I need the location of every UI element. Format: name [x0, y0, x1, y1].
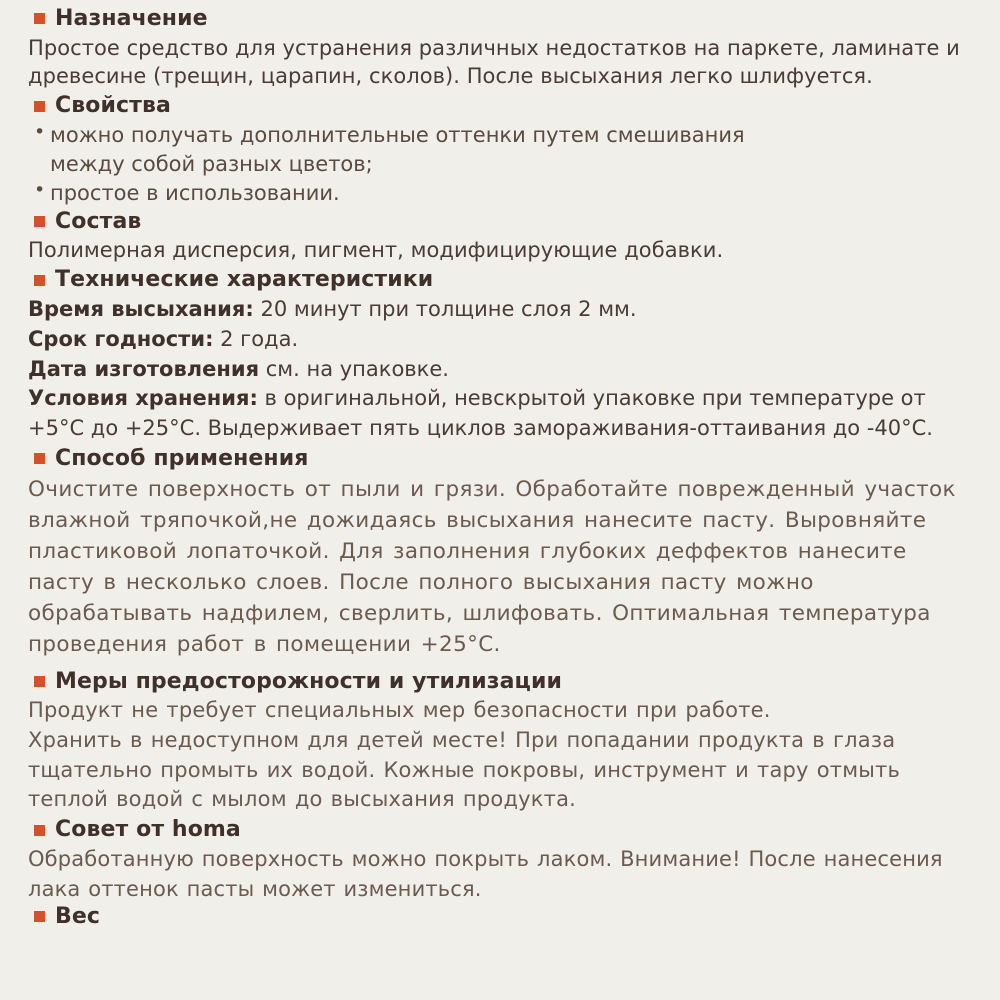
- section-header-safety: [28, 668, 974, 696]
- purpose-text: Простое средство для устранения различных недостатков на паркете, ламинате и древесине (трещин, царапин, сколов). После высыхания легко шлифуется.: [28, 35, 960, 89]
- spec-row-drying-time: [28, 295, 974, 325]
- section-title: Технические характеристики: [55, 267, 434, 293]
- section-header-composition: [28, 208, 974, 236]
- section-title: Состав: [55, 208, 142, 234]
- properties-list-continuation: между собой разных цветов;: [50, 152, 373, 177]
- spec-value: см. на упаковке.: [259, 356, 449, 381]
- spec-row-manufacture-date: [28, 355, 974, 385]
- spec-value: 2 года.: [213, 326, 299, 351]
- spec-label: Дата изготовления: [28, 356, 260, 381]
- square-bullet-icon: [34, 101, 45, 112]
- section-header-weight: [28, 905, 974, 927]
- spec-value: 20 минут при толщине слоя 2 мм.: [253, 296, 637, 321]
- usage-text: Очистите поверхность от пыли и грязи. Обработайте поврежденный участок влажной тряпочкой,не дожидаясь высыхания нанесите пасту. Выровняйте пластиковой лопаточкой. Для заполнения глубоких деффектов нанесите пасту в несколько слоев. После полного высыхания пасту можно обрабатывать надфилем, сверлить, шлифовать. Оптимальная температура проведения работ в помещении +25°C.: [28, 476, 956, 658]
- square-bullet-icon: [34, 275, 45, 286]
- spec-value: в оригинальной, невскрытой упаковке при температуре от +5°C до +25°C. Выдерживает пять циклов замораживания-оттаивания до -40°C.: [28, 386, 933, 441]
- square-bullet-icon: [34, 911, 45, 922]
- section-title: Совет от homa: [55, 817, 241, 843]
- section-header-advice: [28, 816, 974, 844]
- spec-label: Срок годности:: [28, 326, 214, 351]
- spec-row-storage-conditions: [28, 384, 974, 444]
- square-bullet-icon: [34, 825, 45, 836]
- properties-list-2: [28, 179, 974, 207]
- section-title: Меры предосторожности и утилизации: [55, 668, 562, 694]
- properties-list: [28, 121, 974, 149]
- section-title: Вес: [55, 905, 101, 928]
- spec-label: Условия хранения:: [28, 386, 258, 411]
- square-bullet-icon: [34, 453, 45, 464]
- spec-row-shelf-life: [28, 325, 974, 355]
- section-title: Свойства: [55, 93, 171, 119]
- list-item: • простое в использовании.: [28, 179, 974, 207]
- composition-text: Полимерная дисперсия, пигмент, модифицирующие добавки.: [28, 238, 724, 263]
- safety-text-2: Хранить в недоступном для детей месте! При попадании продукта в глаза тщательно промыть их водой. Кожные покровы, инструмент и тару отмыть теплой водой с мылом до высыхания продукта.: [28, 727, 901, 812]
- section-title: Способ применения: [55, 446, 309, 471]
- spec-label: Время высыхания:: [28, 296, 254, 321]
- section-header-usage: [28, 445, 974, 473]
- section-header-purpose: [28, 5, 974, 33]
- section-title: Назначение: [55, 6, 208, 31]
- square-bullet-icon: [34, 676, 45, 687]
- section-header-specs: [28, 266, 974, 294]
- square-bullet-icon: [34, 13, 45, 24]
- safety-text-1: Продукт не требует специальных мер безопасности при работе.: [28, 698, 771, 723]
- advice-text: Обработанную поверхность можно покрыть лаком. Внимание! После нанесения лака оттенок пасты может измениться.: [28, 846, 943, 901]
- square-bullet-icon: [34, 216, 45, 227]
- section-header-properties: [28, 92, 974, 120]
- list-item: • можно получать дополнительные оттенки путем смешивания: [28, 121, 974, 149]
